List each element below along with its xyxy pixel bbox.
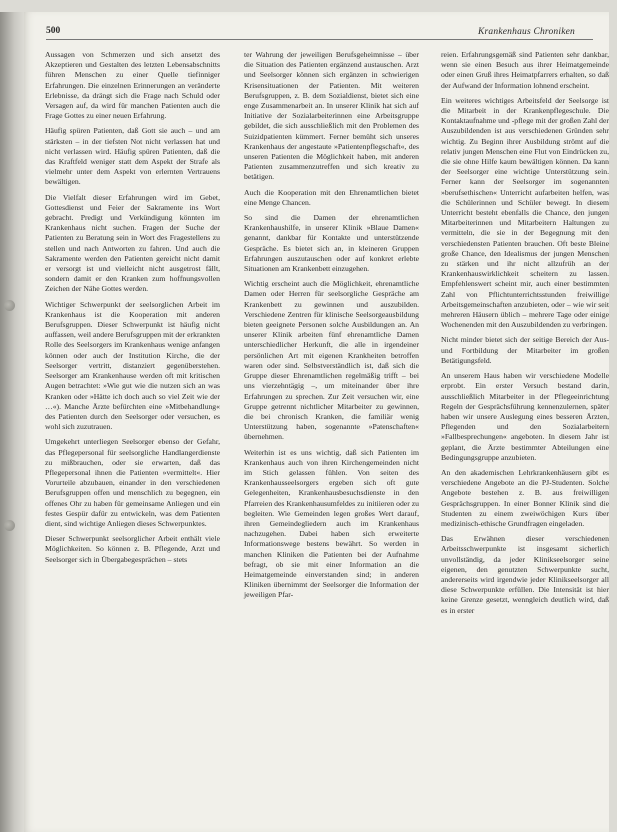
paragraph: Dieser Schwerpunkt seelsorglicher Arbeit enthält viele Möglichkeiten. So können z. B. Pflegende, Arzt und Seelsorger sich in Übergabegesprächen – stets bbox=[45, 534, 220, 564]
paragraph: Ein weiteres wichtiges Arbeitsfeld der Seelsorge ist die Mitarbeit in der Krankenpflegeschule. Die Kontaktaufnahme und -pflege mit der großen Zahl der Auszubildenden ist aus verschiedenen Gründen sehr wichtig. Zu Beginn ihrer Ausbildung strömt auf die relativ jungen Menschen eine Flut von Eindrücken zu, die sie ohne Hilfe kaum bewältigen können. Da kann der Seelsorger eine wichtige Unterstützung sein. Ferner kann der Seelsorger im sogenannten »berufsethischen« Unterricht aufarbeiten helfen, was die Schülerinnen und Schüler bewegt. In diesem Unterricht besteht ebenfalls die Chance, den jungen Mitarbeiterinnen und Mitarbeitern Haltungen zu vermitteln, die sie in der Begegnung mit den verschiedensten Patienten brauchen. Oft beste Bleine große Chance, den Idealismus der jungen Menschen zu stärken und ihr nicht allzufrüh an der Krankenhauswirklichkeit scheitern zu lassen. Empfehlenswert scheint mir, auch einer bestimmten Zahl von Pflichtunterrichtsstunden freiwillige Arbeitsgemeinschaften anzubieten, oder – wie wir seit mehreren Häusern üblich – mehrere Tage oder einige Wochenenden mit den Auszubildenden zu verbringen. bbox=[441, 95, 609, 330]
paragraph: Aussagen von Schmerzen und sich ansetzt des Akzeptieren und Gestalten des letzten Lebensabschnitts führen Menschen zu einer Quelle tiefinniger Erfahrungen. Die einzelnen Erinnerungen an veränderte Erlebnisse, da drängt sich die Frage nach Schuld oder Versagen auf, da wird für manchen Patienten auch die Frage Gottes zu einer neuen Erfahrung. bbox=[45, 50, 220, 121]
paragraph: Auch die Kooperation mit den Ehrenamtlichen bietet eine Menge Chancen. bbox=[244, 187, 419, 207]
paragraph: An unserem Haus haben wir verschiedene Modelle erprobt. Ein erster Versuch bestand darin, ausschließlich Mitarbeiter in der Pflegeeinrichtung Regeln der Gesprächsführung kennenzulernen, später haben wir unsere Auslegung eines besseren Ärzten, Pflegenden und den Sozialarbeitern »Fallbesprechungen« angeboten. In diesem Jahr ist geplant, die Ärzte bestimmter Abteilungen eine Bedingungsgruppe anzubieten. bbox=[441, 371, 609, 462]
running-title: Krankenhaus Chroniken bbox=[478, 27, 575, 37]
text-column-3 bbox=[441, 50, 609, 621]
paragraph: Weiterhin ist es uns wichtig, daß sich Patienten im Krankenhaus auch von ihren Kirchengemeinden nicht im Stich gelassen fühlen. Von seiten des Krankenhausseelsorgers ergeben sich oft gute Gelegenheiten, Krankenhausbesuchsdienste in den Pfarreien des Krankenhausumfeldes zu initiieren oder zu begleiten. Wie Gemeinden legen großes Wert darauf, ihren Gemeindegliedern auch im Krankenhaus nachzugehen. Dabei haben sich erweiterte Informationswege bestens bewährt. So werden in manchen Kliniken die Patienten bei der Aufnahme befragt, ob sie mit einer Information an die Heimatgemeinde einverstanden sind; in anderen Kliniken übernimmt der Seelsorger die Information der jeweiligen Pfar- bbox=[244, 447, 419, 600]
paragraph: ter Wahrung der jeweiligen Berufsgeheimnisse – über die Situation des Patienten ergänzend austauschen. Arzt und Seelsorger können sich ergänzen in schwierigen Krisensituationen der Patienten. Mit weiteren Berufsgruppen, z. B. dem Sozialdienst, bietet sich eine enge Zusammenarbeit an. In unserer Klinik hat sich auf Initiative der Sozialarbeiterinnen eine Arbeitsgruppe gebildet, die sich ausschließlich mit den Problemen des Suizidpatienten kümmert. Ferner bemüht sich unseres Krankenhaus der angestaute »Patientenpflegschaft«, des unseren Patienten die Möglichkeit haben, mit anderen Patienten zusammenzutreffen und sich kreativ zu betätigen. bbox=[244, 50, 419, 182]
header-rule bbox=[46, 39, 593, 40]
text-column-2 bbox=[244, 50, 419, 606]
punch-hole-mark bbox=[4, 520, 15, 531]
paragraph: Häufig spüren Patienten, daß Gott sie auch – und am stärksten – in der tiefsten Not nicht verlassen hat und nicht verlassen wird. Häufig spüren Patienten, daß die das Kraftfeld weniger statt dem Aspekt der Strafe als vielmehr unter dem Aspekt von erlernten Vertrauens bewältigen. bbox=[45, 126, 220, 187]
paragraph: So sind die Damen der ehrenamtlichen Krankenhaushilfe, in unserer Klinik »Blaue Damen« genannt, dankbar für Kontakte und unterstützende Gespräche. Es bietet sich an, in kleineren Gruppen Erfahrungen auszutauschen oder auf konkret erlebte Situationen am Krankenbett einzugehen. bbox=[244, 213, 419, 274]
paragraph: Wichtiger Schwerpunkt der seelsorglichen Arbeit im Krankenhaus ist die Kooperation mit anderen Berufsgruppen. Dieser Schwerpunkt ist häufig nicht auffassen, weil andere Berufsgruppen mit der erkrankten Rolle des Seelsorgers im Krankenhaus wenige anfangen können oder auch der Institution Kirche, die der Seelsorger vertritt, distanziert gegenüberstehen. Seelsorger am Krankenhause werden oft mit kritischen Augen betrachtet: »Wie gut wie die nutzen sich an was Kranken oder »Hätte ich doch auch so viel Zeit wie der …«). Manche Ärzte befürchten eine »Mitbehandlung« des Patienten durch den Seelsorger oder versuchen, es wohl sich zuzutrauen. bbox=[45, 299, 220, 432]
document-page bbox=[24, 12, 609, 832]
running-header bbox=[24, 12, 609, 38]
page-number: 500 bbox=[46, 26, 61, 36]
paragraph: Nicht minder bietet sich der seitige Bereich der Aus- und Fortbildung der Mitarbeiter im großen Betätigungsfeld. bbox=[441, 335, 609, 365]
paragraph: reien. Erfahrungsgemäß sind Patienten sehr dankbar, wenn sie einen Besuch aus ihrer Heimatgemeinde oder einen Gruß ihres Heimatpfarrers erhalten, so daß der Aufwand der Information lohnend erscheint. bbox=[441, 50, 609, 90]
paragraph: Das Erwähnen dieser verschiedenen Arbeitsschwerpunkte ist insgesamt sicherlich unvollständig, da jeder Klinikseelsorger seine eigenen, den genutzten Schwerpunkte sucht, andererseits wird irgendwie jeder Klinikseelsorger all diese Schwerpunkte erfüllen. Die Intensität ist hier keine Grenze gesetzt, wenngleich deutlich wird, daß es in erster bbox=[441, 534, 609, 615]
text-column-1 bbox=[45, 50, 220, 570]
punch-hole-mark bbox=[4, 300, 15, 311]
paragraph: Die Vielfalt dieser Erfahrungen wird im Gebet, Gottesdienst und Feier der Sakramente ins Wort gebracht. Predigt und Verkündigung könnten im Krankenhaus nicht suchen. Fragen der Suche der Patienten zu Beratung sein in Wort des Fragestellens zu stellen und nach Antworten zu fahren. Und auch die Sakramente werden den Patienten gereicht nicht damit er versorgt ist und vielleicht nicht ausgetrost fällt, sondern damit er den Kranken zum hoffnungsvollen Zeichen der Nähe Gottes werden. bbox=[45, 192, 220, 294]
binding-shadow bbox=[0, 12, 24, 832]
paragraph: Wichtig erscheint auch die Möglichkeit, ehrenamtliche Damen oder Herren für seelsorgliche Gespräche am Krankenbett zu gewinnen und auszubilden. Verschiedene Zentren für klinische Seelsorgeausbildung bieten geeignete Personen solche Ausbildungen an. An unserer Klinik arbeiten fünf ehrenamtliche Damen unterschiedlicher Herkunft, die alle in irgendeiner persönlichen Art mit eigenen Krankheiten betroffen waren oder sind. Selbstverständlich ist, daß sich die Gruppe dieser Ehrenamtlichen regelmäßig trifft – bei uns vierzehntägig –, um miteinander über ihre Erfahrungen zu sprechen. Zur Zeit versuchen wir, eine Gruppe getrennt nichtlicher Mitarbeiter zu gewinnen, die bei chronisch Kranken, die familiär wenig Unterstützung haben, sogenannte »Patenschaften« übernehmen. bbox=[244, 279, 419, 442]
paragraph: An den akademischen Lehrkrankenhäusern gibt es verschiedene Angebote an die PJ-Studenten. Solche Angebote bestehen z. B. aus freiwilligen Gesprächsgruppen. In einer Bonner Klinik sind die Studenten zu einem zweiwöchigen Kurs über medizinisch-ethische Grundfragen eingeladen. bbox=[441, 467, 609, 528]
paragraph: Umgekehrt unterliegen Seelsorger ebenso der Gefahr, das Pflegepersonal für seelsorgliche Handlangerdienste zu mißbrauchen, oder sie erwarten, daß das Pflegepersonal ihnen die Patienten »vermittelt«. Hier Vorurteile abzubauen, einander in den verschiedenen Berufsgruppen offen und menschlich zu begegnen, ein offenes Ohr zu haben für gemeinsame Anliegen und ein festes Gespür dafür zu entwickeln, was dem Patienten dient, sind wichtige Anliegen dieses Schwerpunktes. bbox=[45, 437, 220, 528]
